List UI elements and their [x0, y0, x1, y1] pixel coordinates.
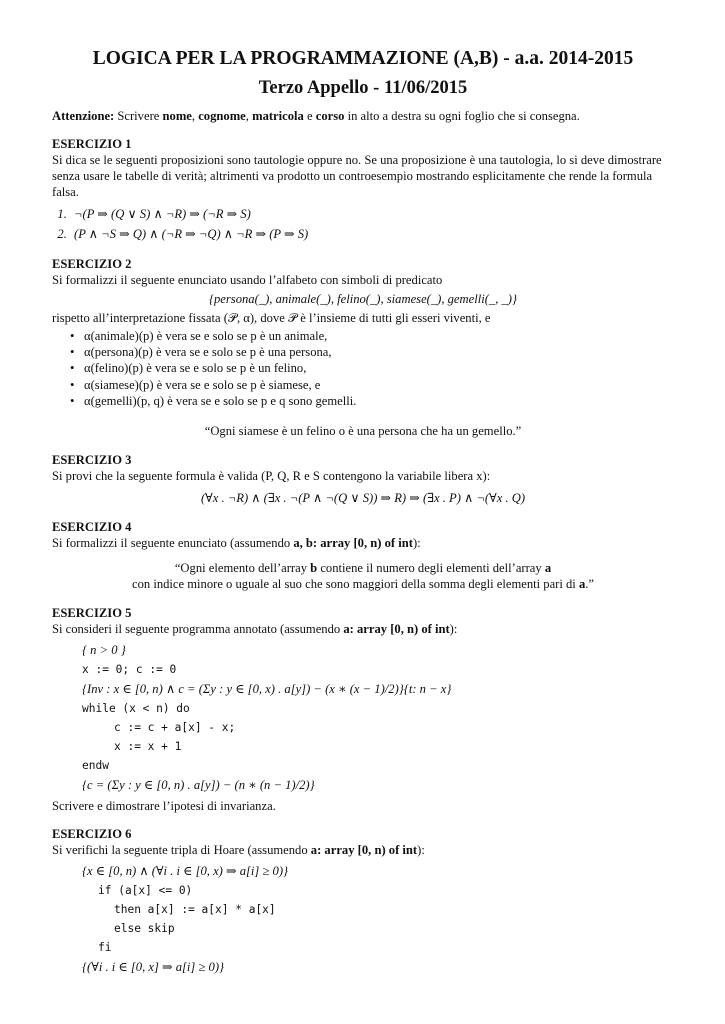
exercise-2-bullet: • α(siamese)(p) è vera se e solo se p è siamese, e [84, 377, 674, 393]
exercise-1-item: 1. ¬(P ⇒ (Q ∨ S) ∧ ¬R) ⇒ (¬R ⇒ S) [70, 204, 674, 224]
exercise-4-heading: ESERCIZIO 4 [52, 520, 132, 535]
exercise-5-text-post: ): [449, 622, 458, 637]
exercise-6-precondition: {x ∈ [0, n) ∧ (∀i . i ∈ [0, x) ⇒ a[i] ≥ 0)} [82, 864, 289, 879]
quote-text: contiene il numero degli elementi dell’array [317, 561, 545, 576]
exercise-1-list [52, 204, 674, 244]
exercise-3-text: Si provi che la seguente formula è valida (P, Q, R e S contengono la variabile libera x): [52, 469, 491, 484]
exercise-1-heading: ESERCIZIO 1 [52, 137, 132, 151]
exercise-2-heading: ESERCIZIO 2 [52, 257, 132, 271]
attention-text: , [191, 109, 199, 123]
exercise-2-bullet: • α(felino)(p) è vera se e solo se p è un felino, [84, 360, 674, 376]
quote-text: “Ogni elemento dell’array [174, 561, 311, 576]
exercise-6-postcondition: {(∀i . i ∈ [0, x] ⇒ a[i] ≥ 0)} [82, 960, 225, 975]
exercise-5-precondition: { n > 0 } [82, 643, 126, 658]
exercise-5-text [52, 621, 674, 637]
exercise-5-task: Scrivere e dimostrare l’ipotesi di invarianza. [52, 799, 276, 814]
exercise-5-postcondition: {c = (Σy : y ∈ [0, n) . a[y]) − (n ∗ (n − 1)/2)} [82, 778, 315, 793]
attention-text: Scrivere [114, 109, 163, 123]
attention-bold: cognome [198, 109, 246, 123]
exercise-2-bullet: • α(gemelli)(p, q) è vera se e solo se p e q sono gemelli. [84, 393, 674, 409]
exercise-5-code-while: while (x < n) do [82, 702, 190, 716]
quote-text: con indice minore o uguale al suo che sono maggiori della somma degli elementi pari di [131, 577, 579, 592]
exercise-2-predicates: {persona(_), animale(_), felino(_), siamese(_), gemelli(_, _)} [208, 292, 518, 306]
exercise-5-code-init: x := 0; c := 0 [82, 663, 177, 677]
exercise-5-text-pre: Si consideri il seguente programma annotato (assumendo [52, 622, 344, 637]
exercise-2-bullet: • α(animale)(p) è vera se e solo se p è un animale, [84, 328, 674, 344]
exercise-1-text: Si dica se le seguenti proposizioni sono tautologie oppure no. Se una proposizione è una tautologia, lo si deve dimostrare senza usare le tabelle di verità; altrimenti va prodotto un controesempio mostrando esplicitamente che rende la formula falsa. [52, 153, 662, 199]
exercise-6-text-pre: Si verifichi la seguente tripla di Hoare (assumendo [52, 843, 311, 858]
exercise-1-item: 2. (P ∧ ¬S ⇒ Q) ∧ (¬R ⇒ ¬Q) ∧ ¬R ⇒ (P ⇒ S) [70, 224, 674, 244]
exercise-5-code-body: c := c + a[x] - x; [114, 721, 236, 735]
exercise-4-text-bold: a, b: array [0, n) of int [293, 536, 413, 551]
exercise-5-heading: ESERCIZIO 5 [52, 606, 132, 621]
exercise-5-invariant: {Inv : x ∈ [0, n) ∧ c = (Σy : y ∈ [0, x) . a[y]) − (x ∗ (x − 1)/2)}{t: n − x} [82, 682, 452, 697]
exercise-3-formula: (∀x . ¬R) ∧ (∃x . ¬(P ∧ ¬(Q ∨ S)) ⇒ R) ⇒ (∃x . P) ∧ ¬(∀x . Q) [200, 491, 526, 506]
exercise-4-text [52, 535, 674, 551]
exercise-6-text [52, 842, 674, 858]
exercise-2-bullet: • α(persona)(p) è vera se e solo se p è una persona, [84, 344, 674, 360]
attention-note [52, 108, 674, 124]
exercise-4-quote-line2 [52, 576, 674, 592]
exercise-3-heading: ESERCIZIO 3 [52, 453, 132, 468]
exercise-6-text-post: ): [417, 843, 425, 858]
attention-bold: nome [162, 109, 192, 123]
exam-page [52, 46, 674, 977]
exercise-4-text-pre: Si formalizzi il seguente enunciato (assumendo [52, 536, 294, 551]
attention-text: e [303, 109, 316, 123]
exercise-6-code-else: else skip [114, 922, 175, 936]
exercise-6-code-if: if (a[x] <= 0) [98, 884, 193, 898]
page-subtitle: Terzo Appello - 11/06/2015 [258, 78, 468, 98]
exercise-5-text-bold: a: array [0, n) of int [343, 622, 450, 637]
exercise-2-text: Si formalizzi il seguente enunciato usando l’alfabeto con simboli di predicato [52, 273, 443, 287]
attention-bold: corso [315, 109, 345, 123]
exercise-6-code-fi: fi [98, 941, 112, 955]
exercise-5-code-body: x := x + 1 [114, 740, 182, 754]
quote-text: .” [585, 577, 594, 592]
attention-bold: matricola [252, 109, 304, 123]
attention-label: Attenzione: [52, 109, 115, 123]
attention-text: in alto a destra su ogni foglio che si consegna. [344, 109, 580, 123]
quote-bold: b [310, 561, 318, 576]
quote-bold: a [578, 577, 586, 592]
quote-bold: a [544, 561, 552, 576]
exercise-2-text2: rispetto all’interpretazione fissata (𝒫, α), dove 𝒫 è l’insieme di tutti gli esseri viventi, e [52, 311, 491, 325]
exercise-6-text-bold: a: array [0, n) of int [310, 843, 418, 858]
exercise-2-bullets [52, 328, 674, 409]
exercise-2-quote: “Ogni siamese è un felino o è una persona che ha un gemello.” [204, 424, 522, 439]
exercise-5-code-endw: endw [82, 759, 109, 773]
exercise-6-code-then: then a[x] := a[x] * a[x] [114, 903, 276, 917]
exercise-4-text-post: ): [412, 536, 421, 551]
page-title: LOGICA PER LA PROGRAMMAZIONE (A,B) - a.a. 2014-2015 [92, 48, 634, 69]
exercise-6-heading: ESERCIZIO 6 [52, 827, 132, 842]
attention-text: , [245, 109, 253, 123]
exercise-4-quote-line1 [52, 560, 674, 576]
